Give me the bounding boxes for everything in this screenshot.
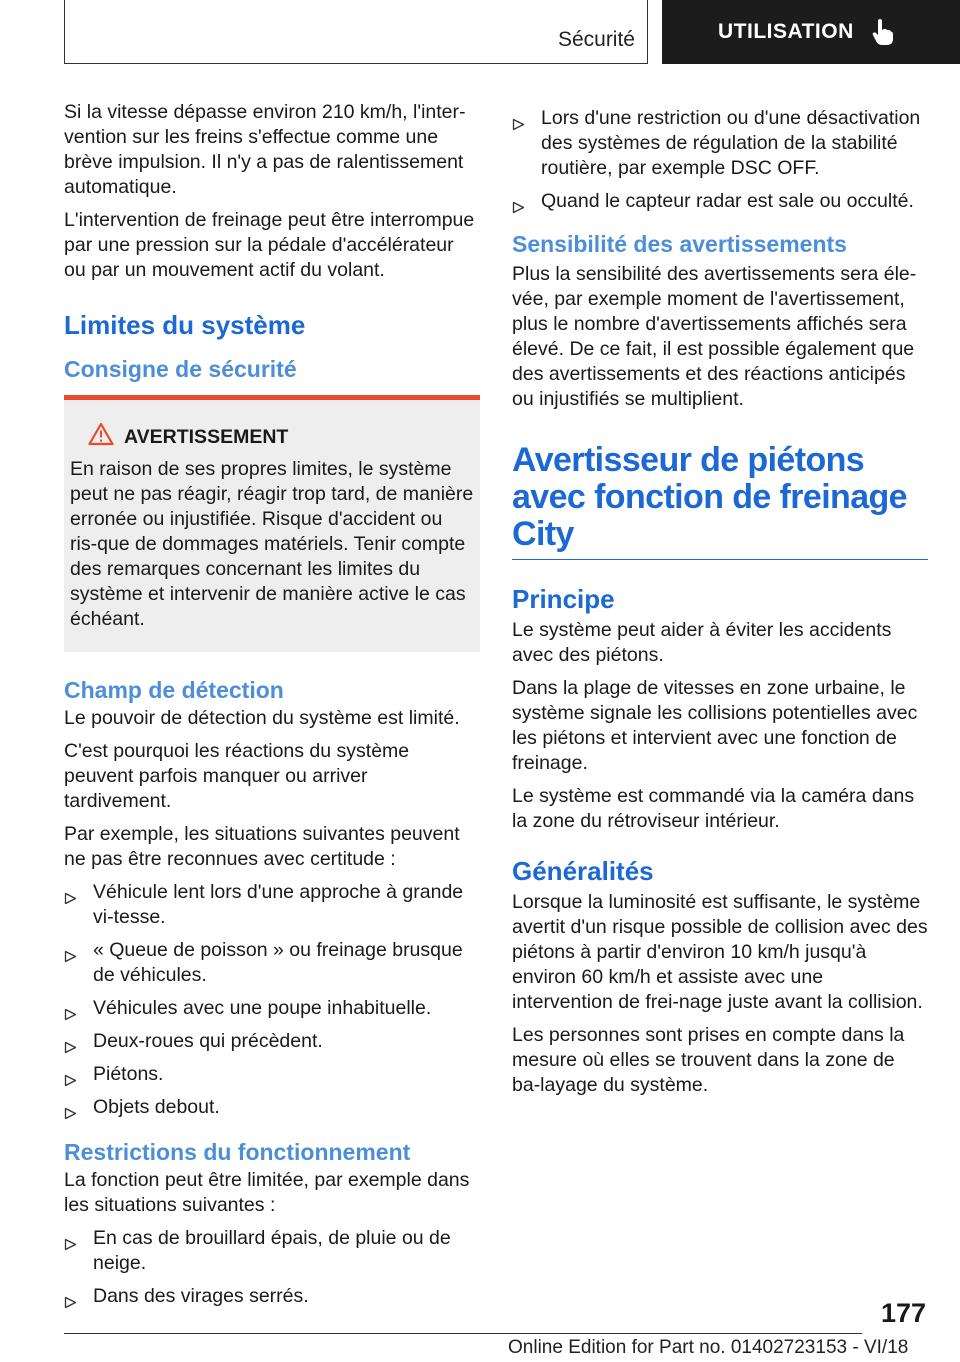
- warning-text: En raison de ses propres limites, le système peut ne pas réagir, réagir trop tard, de manière erronée ou injustifiée. Risque d'accident ou ris‐que de dommages matériels. Tenir compte des remarques concernant les limites du système et intervenir de manière active le cas échéant.: [70, 458, 474, 630]
- list-item: Deux-roues qui précèdent.: [64, 1029, 480, 1054]
- triangle-bullet-icon: [64, 1233, 77, 1258]
- pedestrian-warning-title: Avertisseur de piétons avec fonction de freinage City: [512, 442, 928, 560]
- footer-edition: Online Edition for Part no. 01402723153 - VI/18: [508, 1337, 909, 1358]
- header-section-box: [64, 0, 648, 64]
- triangle-bullet-icon: [512, 196, 525, 221]
- intro-paragraph: L'intervention de freinage peut être interrompue par une pression sur la pédale d'accélérateur ou par un mouvement actif du volant.: [64, 209, 475, 281]
- list-item: Objets debout.: [64, 1095, 480, 1120]
- header-chapter-tab: [662, 0, 960, 64]
- principle-paragraph: Le système peut aider à éviter les accidents avec des piétons.: [512, 619, 892, 666]
- sensitivity-heading: Sensibilité des avertissements: [512, 231, 847, 257]
- restrictions-list: [64, 1226, 480, 1309]
- general-paragraph: Les personnes sont prises en compte dans la mesure où elles se trouvent dans la zone de ba‐layage du système.: [512, 1024, 905, 1096]
- general-heading: Généralités: [512, 856, 654, 886]
- detection-list: [64, 880, 480, 1120]
- list-item: Quand le capteur radar est sale ou occulté.: [512, 189, 928, 214]
- left-column: [64, 100, 480, 1317]
- triangle-bullet-icon: [64, 945, 77, 970]
- triangle-bullet-icon: [64, 887, 77, 912]
- detection-paragraph: C'est pourquoi les réactions du système peuvent parfois manquer ou arriver tardivement.: [64, 740, 410, 812]
- principle-paragraph: Le système est commandé via la caméra dans la zone du rétroviseur intérieur.: [512, 785, 915, 832]
- header-chapter-title: UTILISATION: [718, 20, 854, 43]
- list-item: Lors d'une restriction ou d'une désactivation des systèmes de régulation de la stabilité routière, par exemple DSC OFF.: [512, 106, 928, 181]
- header-section-title: Sécurité: [557, 28, 635, 51]
- triangle-bullet-icon: [64, 1102, 77, 1127]
- triangle-bullet-icon: [64, 1003, 77, 1028]
- warning-header: [88, 422, 474, 453]
- warning-triangle-icon: [88, 422, 114, 453]
- pointing-hand-icon: [872, 18, 894, 46]
- detection-heading: Champ de détection: [64, 677, 284, 703]
- restrictions-heading: Restrictions du fonctionnement: [64, 1139, 411, 1165]
- detection-paragraph: Par exemple, les situations suivantes peuvent ne pas être reconnues avec certitude :: [64, 823, 460, 870]
- right-column: [512, 100, 928, 1106]
- triangle-bullet-icon: [512, 113, 525, 138]
- warning-box: [64, 395, 480, 652]
- list-item: Piétons.: [64, 1062, 480, 1087]
- safety-heading: Consigne de sécurité: [64, 356, 297, 382]
- general-paragraph: Lorsque la luminosité est suffisante, le système avertit d'un risque possible de collision avec des piétons à partir d'environ 10 km/h jusqu'à environ 60 km/h et assiste avec une intervention de frei‐nage juste avant la collision.: [512, 891, 928, 1013]
- restrictions-paragraph: La fonction peut être limitée, par exemple dans les situations suivantes :: [64, 1169, 470, 1216]
- restrictions-list-continued: [512, 106, 928, 214]
- triangle-bullet-icon: [64, 1291, 77, 1316]
- list-item: Véhicule lent lors d'une approche à grande vi‐tesse.: [64, 880, 480, 930]
- warning-label: AVERTISSEMENT: [124, 426, 289, 448]
- list-item: En cas de brouillard épais, de pluie ou de neige.: [64, 1226, 480, 1276]
- page-number: 177: [880, 1298, 926, 1328]
- intro-paragraph: Si la vitesse dépasse environ 210 km/h, l'inter‐vention sur les freins s'effectue comme une brève impulsion. Il n'y a pas de ralentissement automatique.: [64, 101, 466, 198]
- footer-divider: [64, 1333, 862, 1334]
- list-item: « Queue de poisson » ou freinage brusque de véhicules.: [64, 938, 480, 988]
- limits-heading: Limites du système: [64, 310, 306, 340]
- sensitivity-paragraph: Plus la sensibilité des avertissements sera éle‐vée, par exemple moment de l'avertissement, plus le nombre d'avertissements affichés sera élevé. De ce fait, il est possible également que des avertissements et des réactions anticipés ou injustifiés se multiplient.: [512, 263, 917, 410]
- triangle-bullet-icon: [64, 1069, 77, 1094]
- detection-paragraph: Le pouvoir de détection du système est limité.: [64, 707, 460, 729]
- triangle-bullet-icon: [64, 1036, 77, 1061]
- principle-paragraph: Dans la plage de vitesses en zone urbaine, le système signale les collisions potentielles avec les piétons et intervient avec une fonction de freinage.: [512, 677, 918, 774]
- principle-heading: Principe: [512, 584, 615, 614]
- list-item: Dans des virages serrés.: [64, 1284, 480, 1309]
- list-item: Véhicules avec une poupe inhabituelle.: [64, 996, 480, 1021]
